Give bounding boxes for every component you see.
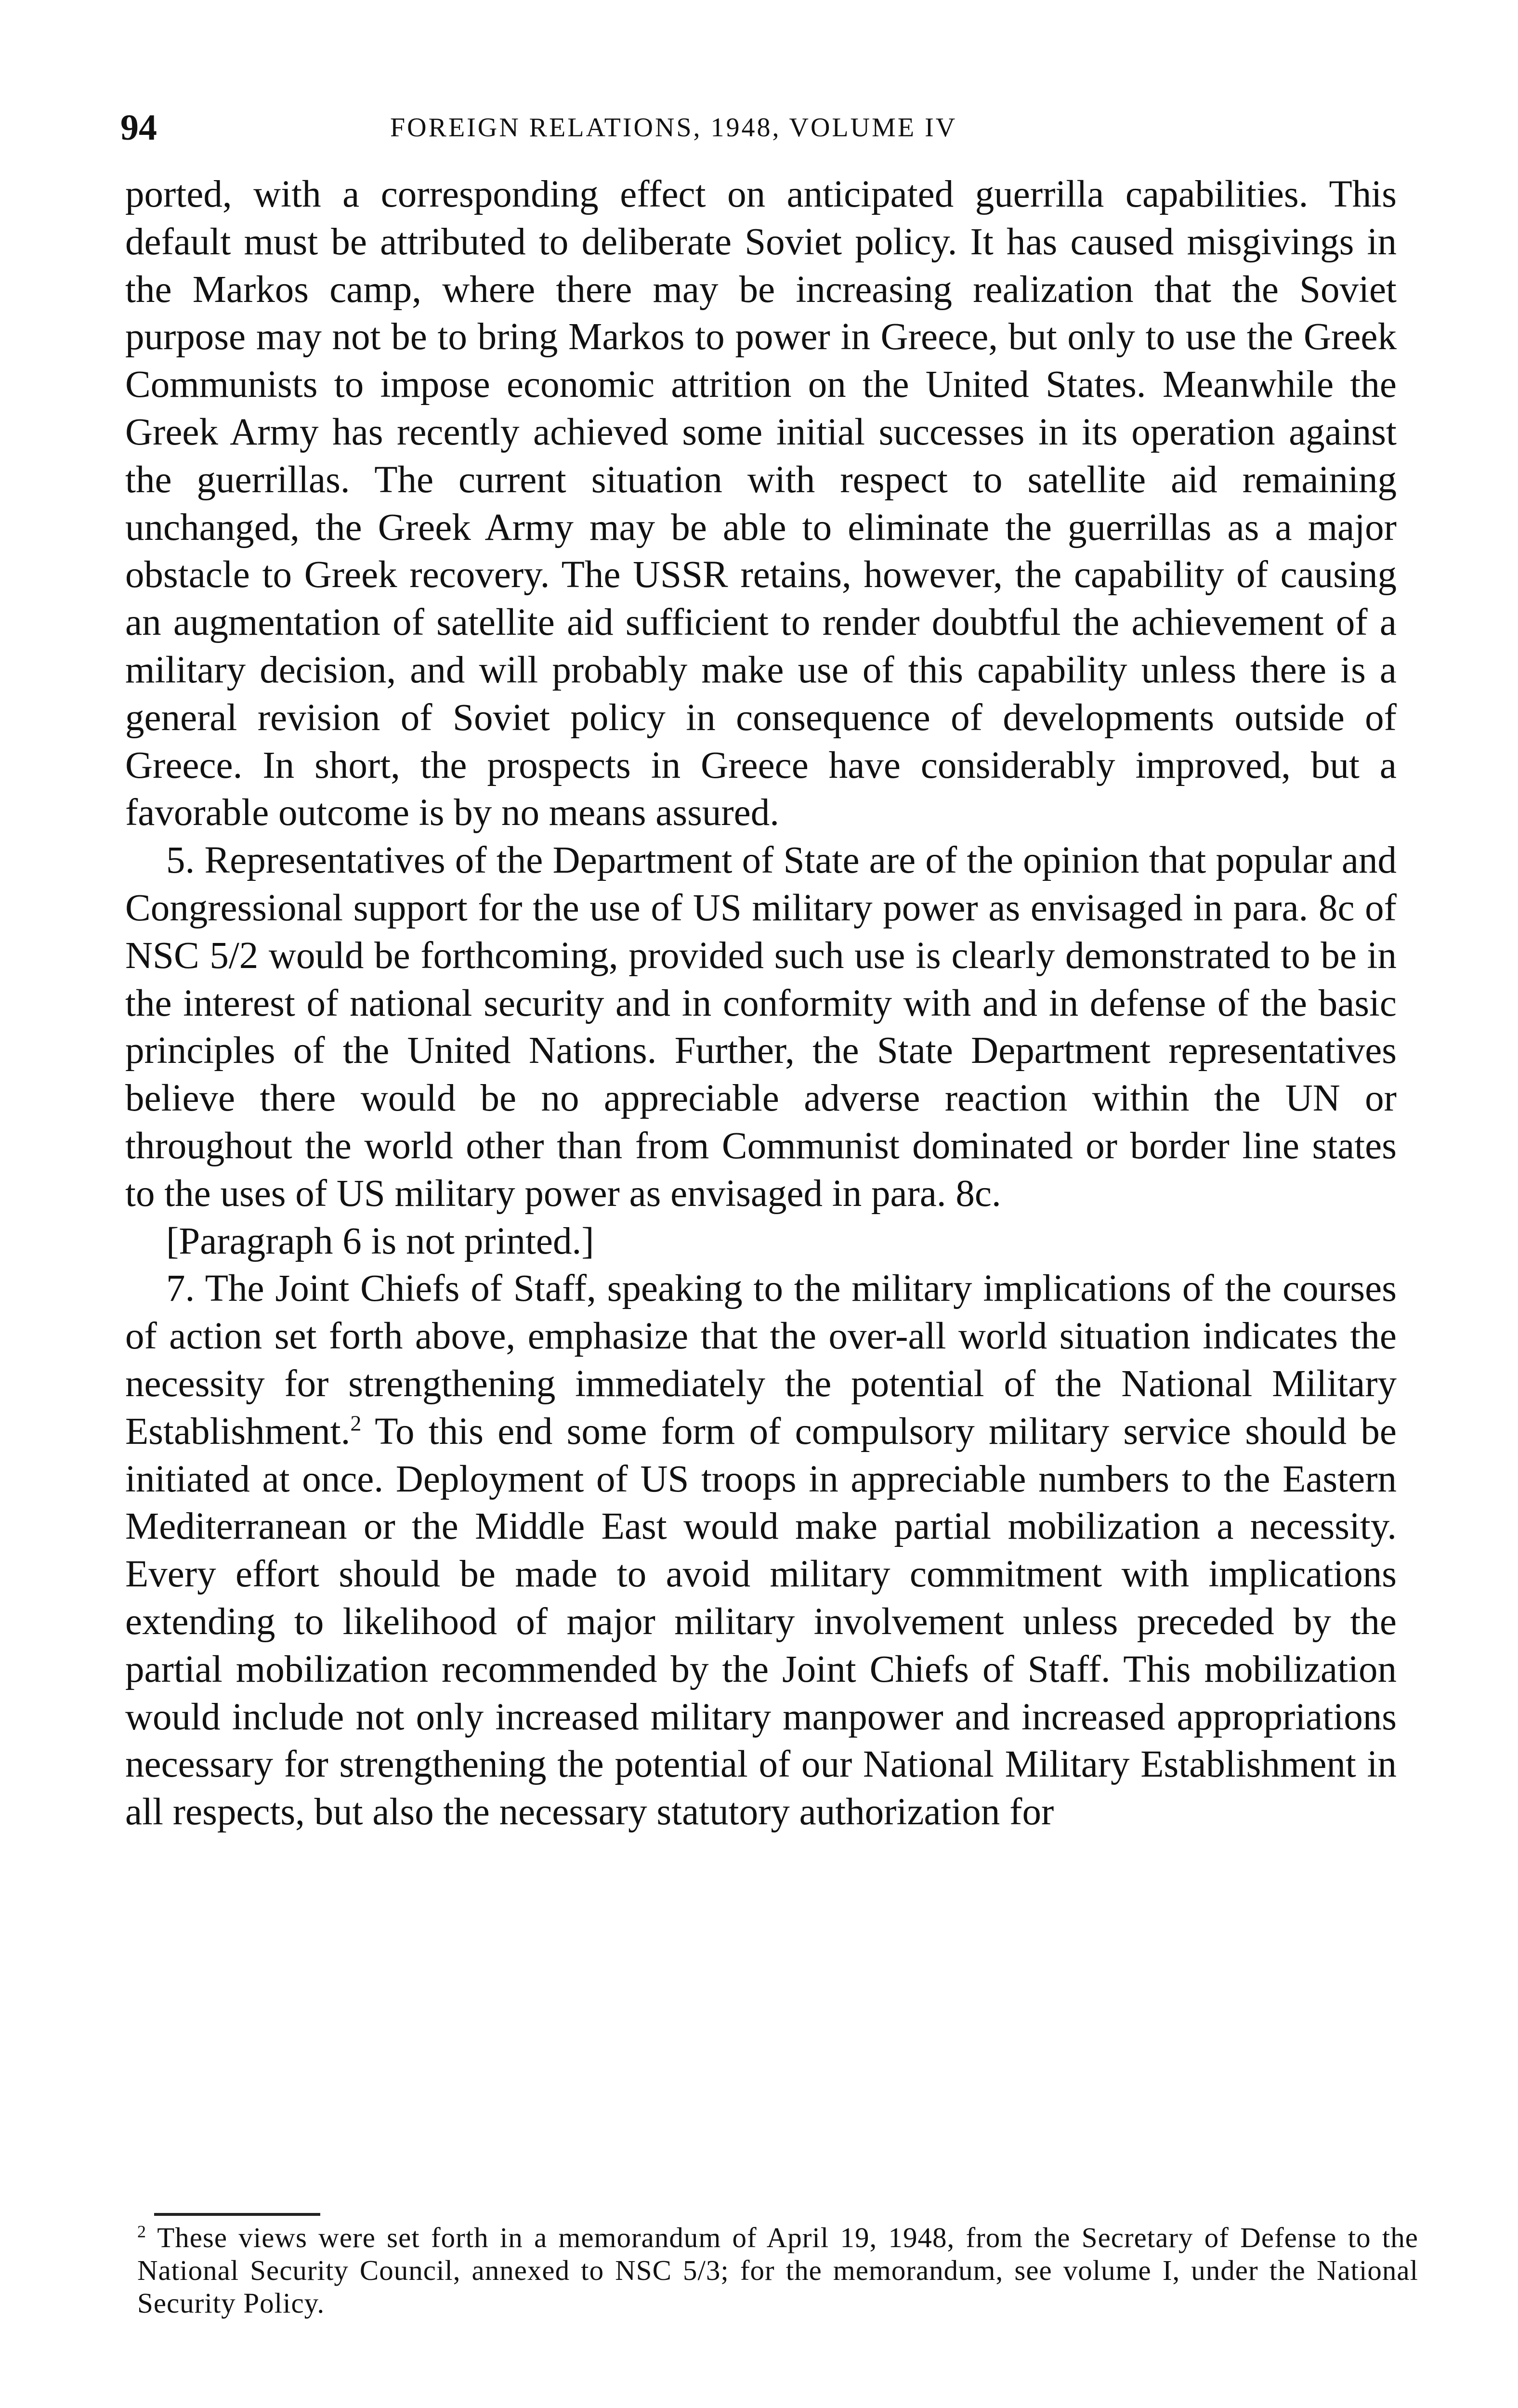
paragraph-7-text-end: To this end some form of compulsory military service should be initiated at once. Deployment of US troops in appreciable numbers to the Eastern Mediterranean or the Middle East would make partial mobilization a necessity. Every effort should be made to avoid military commitment with implications extending to likelihood of major military involvement unless preceded by the partial mobilization recommended by the Joint Chiefs of Staff. This mobilization would include not only increased military manpower and increased appropriations necessary for strengthening the potential of our National Military Establishment in all respects, but also the necessary statutory authorization for [125, 1410, 1397, 1833]
footnote [137, 2221, 1418, 2319]
body-text [125, 171, 1397, 1836]
page-number: 94 [120, 107, 157, 148]
editorial-note: [Paragraph 6 is not printed.] [166, 1220, 594, 1262]
running-head: FOREIGN RELATIONS, 1948, VOLUME IV [390, 113, 957, 143]
footnote-text: These views were set forth in a memorandum of April 19, 1948, from the Secretary of Defense to the National Security Council, annexed to NSC 5/3; for the memorandum, see volume I, under the National Security Policy. [137, 2222, 1418, 2319]
footnote-divider [154, 2213, 320, 2216]
page-header [120, 101, 1382, 154]
paragraph-continued: ported, with a corresponding effect on anticipated guerrilla capabilities. This default must be attributed to deliberate Soviet policy. It has caused misgivings in the Markos camp, where there may be increasing realization that the Soviet purpose may not be to bring Markos to power in Greece, but only to use the Greek Communists to impose economic attrition on the United States. Meanwhile the Greek Army has recently achieved some initial successes in its operation against the guerrillas. The current situation with respect to satellite aid remaining unchanged, the Greek Army may be able to eliminate the guerrillas as a major obstacle to Greek recovery. The USSR retains, however, the capability of causing an augmentation of satellite aid sufficient to render doubtful the achievement of a military decision, and will probably make use of this capability unless there is a general revision of Soviet policy in consequence of developments outside of Greece. In short, the prospects in Greece have considerably improved, but a favorable outcome is by no means assured. [125, 173, 1397, 834]
footnote-mark: 2 [137, 2222, 146, 2241]
paragraph-7 [125, 1265, 1397, 1836]
paragraph-5: 5. Representatives of the Department of State are of the opinion that popular and Congressional support for the use of US military power as envisaged in para. 8c of NSC 5/2 would be forthcoming, provided such use is clearly demonstrated to be in the interest of national security and in conformity with and in defense of the basic principles of the United Nations. Further, the State Department representatives believe there would be no appreciable adverse reaction within the UN or throughout the world other than from Communist dominated or border line states to the uses of US military power as envisaged in para. 8c. [125, 839, 1397, 1215]
paragraph-7-text-start: 7. The Joint Chiefs of Staff, speaking to the military implications of the courses of action set forth above, emphasize that the over-all world situation indicates the necessity for strengthening immediately the potential of the National Military Establishment. [125, 1268, 1397, 1453]
footnote-reference[interactable]: 2 [350, 1411, 362, 1436]
